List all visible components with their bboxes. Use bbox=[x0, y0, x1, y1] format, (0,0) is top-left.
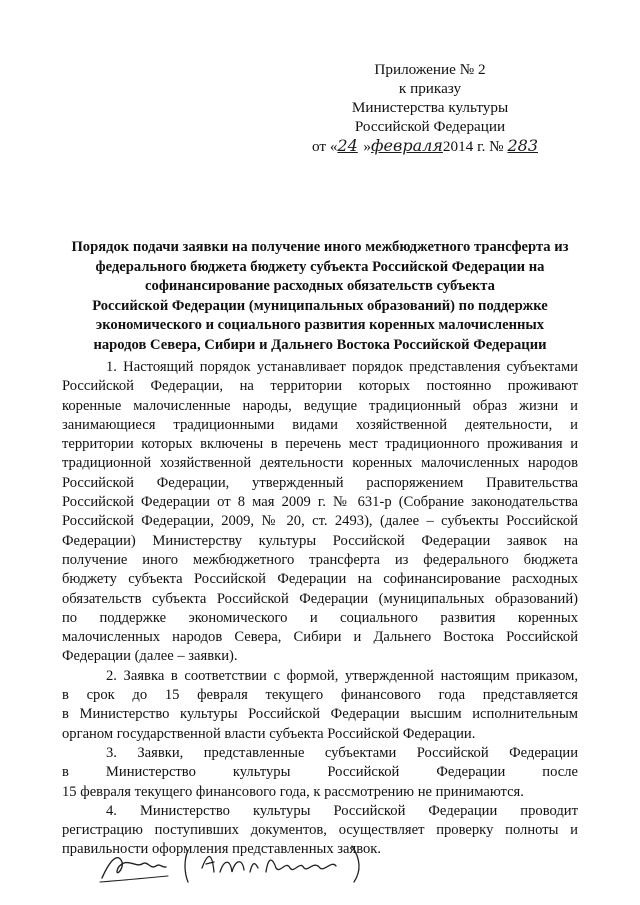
text-line: Российской Федерации, утвержденный распоряжением Правительства bbox=[62, 474, 578, 491]
appendix-header bbox=[300, 60, 560, 136]
paragraph-1 bbox=[62, 358, 578, 667]
text-line: Федерации) Министерству культуры Российской Федерации заявок на bbox=[62, 532, 578, 549]
text-line: по поддержке экономического и социального развития коренных bbox=[62, 609, 578, 626]
text-line: в Министерство культуры Российской Федерации высшим исполнительным bbox=[62, 706, 578, 723]
date-year: 2014 г. № bbox=[442, 138, 504, 155]
text-line: 1. Настоящий порядок устанавливает порядок представления субъектами bbox=[106, 359, 578, 375]
text-line: в срок до 15 февраля текущего финансового года представляется bbox=[62, 687, 578, 704]
title-line: народов Севера, Сибири и Дальнего Востока Российской Федерации bbox=[93, 336, 547, 353]
signature-stroke bbox=[185, 850, 188, 882]
text-line: в Министерство культуры Российской Федерации после bbox=[62, 764, 578, 781]
text-line: получение иного межбюджетного трансферта из федерального бюджета bbox=[62, 551, 578, 568]
handwritten-day: 24 bbox=[337, 136, 358, 155]
text-line: правильности оформления представленных заявок. bbox=[62, 841, 382, 858]
text-line: 2. Заявка в соответствии с формой, утвержденной настоящим приказом, bbox=[106, 667, 578, 684]
text-line: малочисленных народов Севера, Сибири и Дальнего Востока Российской bbox=[62, 629, 578, 646]
handwritten-order-number: 283 bbox=[507, 136, 539, 155]
text-line: Федерации (далее – заявки). bbox=[62, 648, 238, 665]
order-date-line bbox=[312, 136, 547, 156]
title-line: федерального бюджета бюджету субъекта Российской Федерации на bbox=[95, 258, 545, 275]
title-line: Порядок подачи заявки на получение иного межбюджетного трансферта из bbox=[71, 239, 569, 255]
text-line: Российской Федерации, на территории которых постоянно проживают bbox=[62, 378, 578, 395]
appendix-line: Приложение № 2 bbox=[374, 61, 486, 78]
text-line: органом государственной власти субъекта Российской Федерации. bbox=[62, 725, 476, 742]
paragraph-2 bbox=[62, 667, 578, 744]
signature-stroke bbox=[202, 856, 336, 872]
signature-stroke bbox=[352, 846, 359, 882]
appendix-line: к приказу bbox=[398, 80, 462, 97]
handwritten-signature bbox=[96, 838, 376, 888]
signature-stroke bbox=[102, 858, 166, 878]
date-close-quote: » bbox=[363, 138, 372, 155]
text-line: территории которых включены в перечень мест традиционного проживания и bbox=[62, 436, 578, 453]
appendix-line: Министерства культуры bbox=[351, 99, 509, 116]
appendix-line: Российской Федерации bbox=[354, 118, 506, 135]
text-line: традиционной хозяйственной деятельности коренных малочисленных народов bbox=[62, 455, 578, 472]
text-line: Российской Федерации, 2009, № 20, ст. 2493), (далее – субъекты Российской bbox=[62, 513, 578, 530]
text-line: коренные малочисленные народы, ведущие традиционный образ жизни и bbox=[62, 397, 578, 414]
paragraph-3 bbox=[62, 744, 578, 802]
text-line: бюджету субъекта Российской Федерации на софинансирование расходных bbox=[62, 571, 578, 588]
title-line: софинансирование расходных обязательств субъекта bbox=[145, 278, 495, 294]
text-line: Российской Федерации от 8 мая 2009 г. № 631-р (Собрание законодательства bbox=[62, 494, 578, 511]
text-line: обязательств субъекта Российской Федерации (муниципальных образований) bbox=[62, 590, 578, 607]
signature-stroke bbox=[100, 876, 168, 882]
text-line: занимающиеся традиционными видами хозяйственной деятельности, и bbox=[62, 416, 578, 433]
text-line: 4. Министерство культуры Российской Федерации проводит bbox=[106, 802, 578, 819]
document-body bbox=[62, 358, 578, 860]
text-line: 3. Заявки, представленные субъектами Российской Федерации bbox=[106, 744, 578, 761]
date-prefix: от « bbox=[312, 138, 338, 155]
handwritten-month: февраля bbox=[371, 136, 443, 155]
text-line: 15 февраля текущего финансового года, к рассмотрению не принимаются. bbox=[62, 783, 524, 800]
title-line: Российской Федерации (муниципальных образований) по поддержке bbox=[92, 297, 548, 314]
document-title bbox=[40, 238, 600, 355]
title-line: экономического и социального развития коренных малочисленных bbox=[95, 317, 545, 333]
text-line: регистрацию поступивших документов, осуществляет проверку полноты и bbox=[62, 822, 578, 839]
